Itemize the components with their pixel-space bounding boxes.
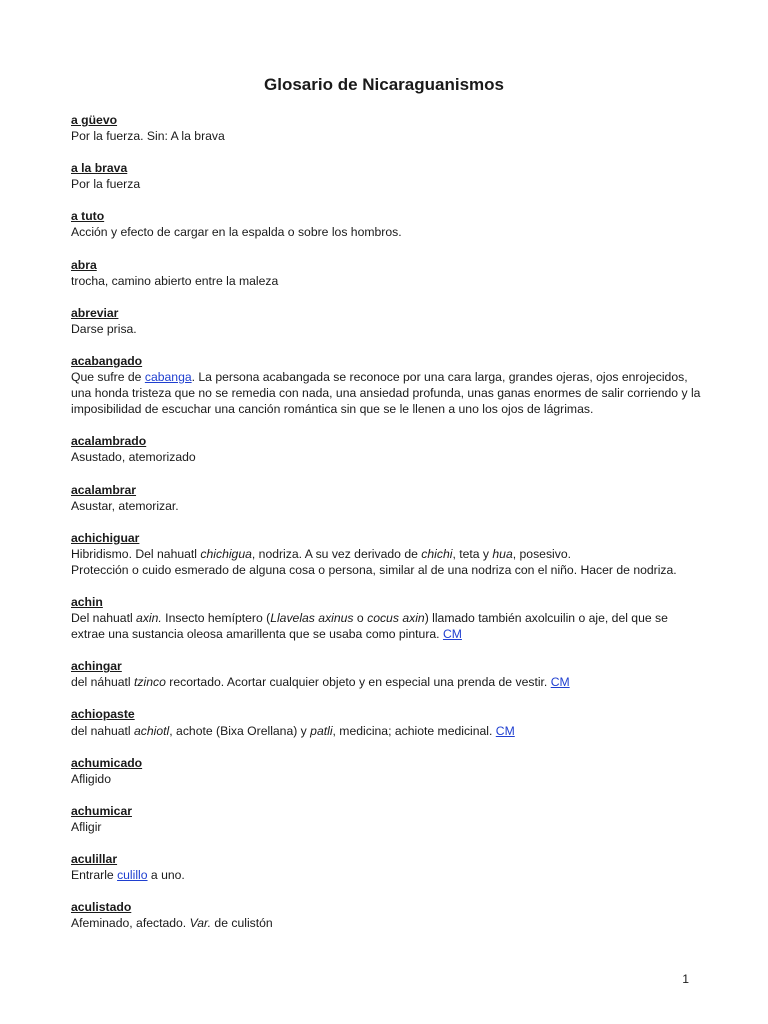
definition-text: Que sufre de	[71, 370, 145, 385]
entry-term: achichiguar	[71, 530, 140, 545]
entry-term: achingar	[71, 659, 122, 674]
entry-term: abreviar	[71, 305, 119, 320]
definition-text: ) llamado también axolcuilin o aje, del que se extrae una sustancia oleosa amarillenta que se usaba como pintura.	[71, 611, 668, 642]
glossary-entry	[71, 482, 701, 514]
definition-text: a uno.	[147, 868, 185, 883]
entry-term: acalambrar	[71, 482, 137, 497]
definition-italic-text: cocus axin	[367, 611, 425, 626]
definition-italic-text: hua	[492, 546, 513, 561]
definition-italic-text: Var.	[189, 916, 212, 931]
entry-definition	[71, 498, 701, 514]
definition-text: , teta y	[452, 546, 493, 561]
entry-definition	[71, 546, 701, 578]
entry-definition	[71, 723, 701, 739]
definition-text: Acción y efecto de cargar en la espalda o sobre los hombros.	[71, 225, 402, 240]
definition-text: Afligido	[71, 771, 111, 786]
definition-text: , nodriza. A su vez derivado de	[251, 546, 422, 561]
entry-definition	[71, 128, 701, 144]
definition-text: trocha, camino abierto entre la maleza	[71, 273, 279, 288]
definition-text: Hibridismo. Del nahuatl	[71, 546, 201, 561]
glossary-entry	[71, 755, 701, 787]
glossary-entry	[71, 530, 701, 578]
entry-definition	[71, 369, 701, 417]
definition-italic-text: axin.	[136, 611, 162, 626]
definition-text: Asustar, atemorizar.	[71, 498, 179, 513]
definition-text: Afeminado, afectado.	[71, 916, 190, 931]
entry-definition	[71, 867, 701, 883]
definition-link[interactable]: CM	[442, 627, 462, 642]
definition-text: Darse prisa.	[71, 321, 137, 336]
glossary-entry	[71, 899, 701, 931]
glossary-entry	[71, 803, 701, 835]
definition-text: o	[353, 611, 368, 626]
document-title: Glosario de Nicaraguanismos	[264, 75, 504, 94]
glossary-entry	[71, 706, 701, 738]
entry-definition	[71, 915, 701, 931]
definition-italic-text: chichigua	[200, 546, 252, 561]
entry-term: achiopaste	[71, 707, 135, 722]
definition-text: , achote (Bixa Orellana) y	[169, 723, 311, 738]
glossary-entry	[71, 433, 701, 465]
glossary-entry	[71, 257, 701, 289]
definition-text: Afligir	[71, 819, 102, 834]
entry-definition	[71, 273, 701, 289]
entry-term: a güevo	[71, 113, 118, 127]
glossary-entry	[71, 658, 701, 690]
definition-text: Insecto hemíptero (	[161, 611, 271, 626]
entry-term: aculillar	[71, 852, 118, 866]
entry-definition	[71, 674, 701, 690]
entry-definition	[71, 176, 701, 192]
entry-term: aculistado	[71, 900, 132, 915]
page-number: 1	[682, 972, 689, 986]
glossary-entry	[71, 353, 701, 417]
definition-text: recortado. Acortar cualquier objeto y en especial una prenda de vestir.	[165, 675, 551, 690]
glossary-entry	[71, 160, 701, 192]
definition-link[interactable]: culillo	[117, 868, 148, 883]
definition-text: Del nahuatl	[71, 611, 137, 626]
entry-term: achumicado	[71, 755, 143, 770]
entry-term: acabangado	[71, 353, 143, 368]
glossary-entries	[71, 112, 701, 947]
entry-term: acalambrado	[71, 434, 147, 449]
glossary-entry	[71, 851, 701, 883]
definition-text: del nahuatl	[71, 723, 135, 738]
definition-text: Por la fuerza	[71, 177, 141, 192]
definition-text: . La persona acabangada se reconoce por una cara larga, grandes ojeras, ojos enrojecidos, una honda tristeza que no se remedia con nada, una ansiedad profunda, unas ganas enormes de salir corriendo y la imposibilidad de escuchar una canción romántica sin que se le llenen a uno los ojos de lágrimas.	[71, 370, 701, 417]
definition-link[interactable]: CM	[495, 723, 515, 738]
glossary-entry	[71, 594, 701, 642]
glossary-entry	[71, 112, 701, 144]
glossary-entry	[71, 208, 701, 240]
definition-italic-text: tzinco	[134, 675, 166, 690]
entry-term: a la brava	[71, 161, 128, 176]
definition-link[interactable]: cabanga	[144, 370, 192, 385]
entry-definition	[71, 449, 701, 465]
definition-text: Protección o cuido esmerado de alguna cosa o persona, similar al de una nodriza con el niño. Hacer de nodriza.	[71, 562, 677, 577]
entry-term: achin	[71, 594, 103, 609]
entry-definition	[71, 321, 701, 337]
definition-text: de culistón	[211, 916, 273, 931]
entry-definition	[71, 819, 701, 835]
entry-definition	[71, 771, 701, 787]
entry-term: abra	[71, 257, 97, 272]
definition-text: del náhuatl	[71, 675, 135, 690]
definition-text: Entrarle	[71, 868, 118, 883]
definition-italic-text: patli	[310, 723, 333, 738]
definition-text: Por la fuerza. Sin: A la brava	[71, 129, 225, 144]
definition-italic-text: Llavelas axinus	[270, 611, 354, 626]
definition-text: , posesivo.	[512, 546, 572, 561]
definition-text: , medicina; achiote medicinal.	[332, 723, 496, 738]
definition-italic-text: chichi	[421, 546, 453, 561]
definition-italic-text: achiotl	[134, 723, 170, 738]
entry-definition	[71, 610, 701, 642]
definition-link[interactable]: CM	[550, 675, 570, 690]
entry-definition	[71, 224, 701, 240]
glossary-entry	[71, 305, 701, 337]
entry-term: a tuto	[71, 209, 105, 224]
definition-text: Asustado, atemorizado	[71, 450, 196, 465]
entry-term: achumicar	[71, 803, 132, 818]
